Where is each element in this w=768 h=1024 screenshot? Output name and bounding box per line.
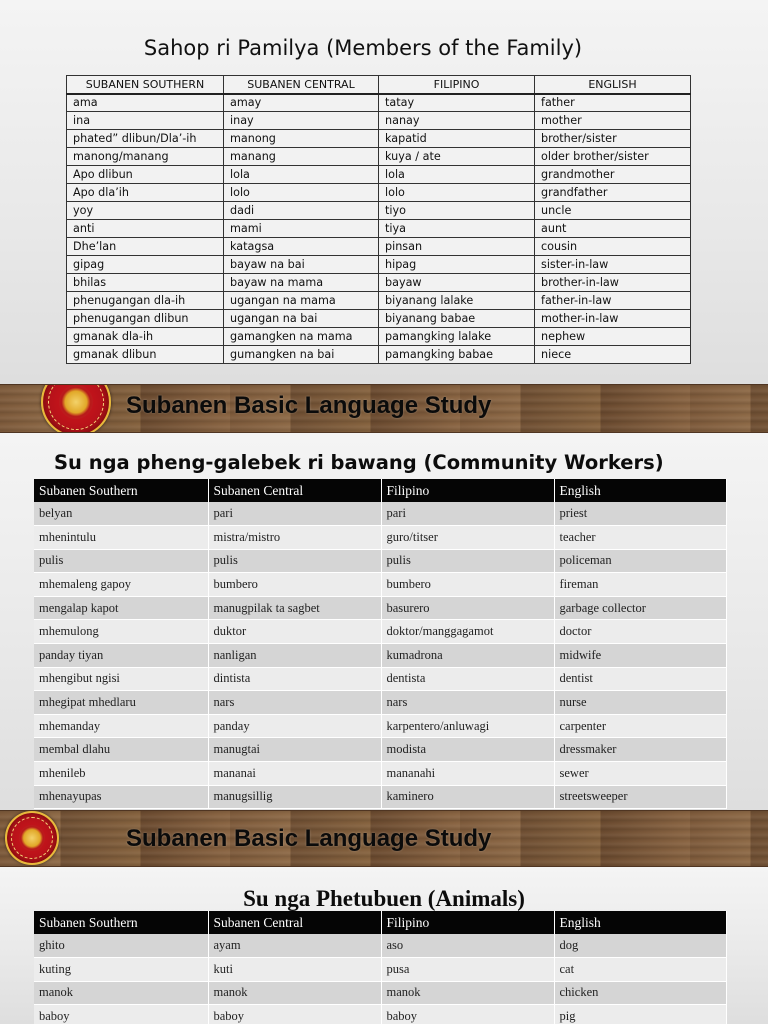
table-row xyxy=(34,644,727,668)
table-cell: mhemulong xyxy=(34,620,208,644)
table-cell: mhenintulu xyxy=(34,526,208,550)
table-cell: ayam xyxy=(208,934,381,958)
table-cell: bayaw xyxy=(379,274,535,292)
table-cell: doctor xyxy=(554,620,727,644)
table-cell: ugangan na bai xyxy=(224,310,379,328)
table-row xyxy=(34,526,727,550)
table-cell: lola xyxy=(379,166,535,184)
table-row xyxy=(67,184,691,202)
table-cell: bayaw na mama xyxy=(224,274,379,292)
table-cell: manugsillig xyxy=(208,785,381,809)
table-cell: Apo dla’ih xyxy=(67,184,224,202)
table-cell: dentista xyxy=(381,667,554,691)
table-row xyxy=(34,785,727,809)
table-row xyxy=(34,738,727,762)
table-cell: father-in-law xyxy=(535,292,691,310)
table-cell: kapatid xyxy=(379,130,535,148)
column-header: Subanen Central xyxy=(208,911,381,934)
table-cell: baboy xyxy=(34,1005,208,1024)
table-cell: baboy xyxy=(381,1005,554,1024)
table-cell: lola xyxy=(224,166,379,184)
table-cell: mananahi xyxy=(381,762,554,786)
table-cell: hipag xyxy=(379,256,535,274)
table-cell: belyan xyxy=(34,502,208,526)
table-cell: pulis xyxy=(34,549,208,573)
table-cell: sister-in-law xyxy=(535,256,691,274)
table-cell: kuting xyxy=(34,958,208,982)
table-cell: pusa xyxy=(381,958,554,982)
table-row xyxy=(34,502,727,526)
animals-table xyxy=(34,911,727,1024)
table-cell: manugpilak ta sagbet xyxy=(208,596,381,620)
table-cell: manugtai xyxy=(208,738,381,762)
table-cell: ina xyxy=(67,112,224,130)
table-cell: mengalap kapot xyxy=(34,596,208,620)
table-row xyxy=(67,346,691,364)
table-cell: baboy xyxy=(208,1005,381,1024)
table-row xyxy=(67,238,691,256)
column-header: Subanen Southern xyxy=(34,479,208,502)
table-cell: pari xyxy=(381,502,554,526)
table-cell: tiya xyxy=(379,220,535,238)
table-cell: mananai xyxy=(208,762,381,786)
table-header-row xyxy=(34,911,727,934)
table-cell: mhenayupas xyxy=(34,785,208,809)
family-members-table xyxy=(66,75,691,364)
table-cell: tiyo xyxy=(379,202,535,220)
table-cell: biyanang lalake xyxy=(379,292,535,310)
subanen-ako-logo-icon xyxy=(41,384,111,433)
table-cell: manok xyxy=(208,981,381,1005)
table-row xyxy=(67,220,691,238)
table-row xyxy=(67,202,691,220)
table-row xyxy=(67,328,691,346)
table-cell: dadi xyxy=(224,202,379,220)
table-cell: ghito xyxy=(34,934,208,958)
table-cell: brother-in-law xyxy=(535,274,691,292)
table-cell: dressmaker xyxy=(554,738,727,762)
table-cell: nephew xyxy=(535,328,691,346)
table-row xyxy=(34,958,727,982)
table-cell: yoy xyxy=(67,202,224,220)
table-cell: duktor xyxy=(208,620,381,644)
slide-animals xyxy=(0,867,768,1024)
table-cell: inay xyxy=(224,112,379,130)
table-cell: guro/titser xyxy=(381,526,554,550)
table-row xyxy=(67,166,691,184)
table-cell: doktor/manggagamot xyxy=(381,620,554,644)
table-cell: niece xyxy=(535,346,691,364)
table-cell: nars xyxy=(381,691,554,715)
table-row xyxy=(34,1005,727,1024)
table-cell: ugangan na mama xyxy=(224,292,379,310)
table-cell: bumbero xyxy=(381,573,554,597)
table-row xyxy=(67,292,691,310)
table-cell: garbage collector xyxy=(554,596,727,620)
table-cell: kaminero xyxy=(381,785,554,809)
table-row xyxy=(67,274,691,292)
table-cell: nanligan xyxy=(208,644,381,668)
table-header-row xyxy=(67,76,691,94)
table-row xyxy=(34,762,727,786)
column-header: FILIPINO xyxy=(379,76,535,94)
table-cell: gumangken na bai xyxy=(224,346,379,364)
table-cell: streetsweeper xyxy=(554,785,727,809)
table-header-row xyxy=(34,479,727,502)
table-cell: gmanak dlibun xyxy=(67,346,224,364)
table-cell: manang xyxy=(224,148,379,166)
table-cell: panday xyxy=(208,714,381,738)
table-row xyxy=(34,667,727,691)
table-cell: phenugangan dlibun xyxy=(67,310,224,328)
table-cell: nurse xyxy=(554,691,727,715)
table-cell: dentist xyxy=(554,667,727,691)
column-header: Filipino xyxy=(381,911,554,934)
table-cell: manong xyxy=(224,130,379,148)
table-row xyxy=(34,934,727,958)
table-cell: mami xyxy=(224,220,379,238)
table-cell: dog xyxy=(554,934,727,958)
slide-banner xyxy=(0,384,768,433)
table-cell: gipag xyxy=(67,256,224,274)
table-cell: panday tiyan xyxy=(34,644,208,668)
table-row xyxy=(34,620,727,644)
table-cell: aso xyxy=(381,934,554,958)
column-header: ENGLISH xyxy=(535,76,691,94)
column-header: SUBANEN SOUTHERN xyxy=(67,76,224,94)
table-row xyxy=(34,714,727,738)
table-cell: mhengibut ngisi xyxy=(34,667,208,691)
table-row xyxy=(67,310,691,328)
table-cell: Dhe’lan xyxy=(67,238,224,256)
slide-family-members xyxy=(0,0,768,384)
table-cell: Apo dlibun xyxy=(67,166,224,184)
table-cell: nanay xyxy=(379,112,535,130)
table-cell: gamangken na mama xyxy=(224,328,379,346)
column-header: Subanen Southern xyxy=(34,911,208,934)
column-header: Filipino xyxy=(381,479,554,502)
table-cell: lolo xyxy=(224,184,379,202)
table-cell: aunt xyxy=(535,220,691,238)
table-row xyxy=(34,981,727,1005)
table-cell: sewer xyxy=(554,762,727,786)
table-cell: priest xyxy=(554,502,727,526)
table-cell: biyanang babae xyxy=(379,310,535,328)
table-cell: bumbero xyxy=(208,573,381,597)
table-cell: grandfather xyxy=(535,184,691,202)
table-cell: mhemanday xyxy=(34,714,208,738)
table-cell: uncle xyxy=(535,202,691,220)
table-cell: teacher xyxy=(554,526,727,550)
table-cell: basurero xyxy=(381,596,554,620)
slide-banner xyxy=(0,810,768,867)
column-header: SUBANEN CENTRAL xyxy=(224,76,379,94)
table-cell: bhilas xyxy=(67,274,224,292)
table-cell: mhenileb xyxy=(34,762,208,786)
column-header: English xyxy=(554,911,727,934)
table-cell: kumadrona xyxy=(381,644,554,668)
table-cell: mhegipat mhedlaru xyxy=(34,691,208,715)
table-row xyxy=(34,549,727,573)
slide-title: Su nga pheng-galebek ri bawang (Community Workers) xyxy=(54,451,664,474)
table-cell: manok xyxy=(34,981,208,1005)
table-cell: policeman xyxy=(554,549,727,573)
table-cell: mother-in-law xyxy=(535,310,691,328)
table-cell: ama xyxy=(67,94,224,112)
table-cell: kuya / ate xyxy=(379,148,535,166)
table-cell: mother xyxy=(535,112,691,130)
table-cell: grandmother xyxy=(535,166,691,184)
table-cell: midwife xyxy=(554,644,727,668)
table-cell: karpentero/anluwagi xyxy=(381,714,554,738)
table-cell: chicken xyxy=(554,981,727,1005)
table-row xyxy=(67,130,691,148)
table-cell: manong/manang xyxy=(67,148,224,166)
table-cell: cousin xyxy=(535,238,691,256)
table-cell: fireman xyxy=(554,573,727,597)
table-cell: older brother/sister xyxy=(535,148,691,166)
table-cell: pari xyxy=(208,502,381,526)
table-cell: pulis xyxy=(381,549,554,573)
table-cell: pamangking babae xyxy=(379,346,535,364)
table-cell: brother/sister xyxy=(535,130,691,148)
table-row xyxy=(67,94,691,112)
table-cell: phenugangan dla-ih xyxy=(67,292,224,310)
table-cell: anti xyxy=(67,220,224,238)
slide-title: Sahop ri Pamilya (Members of the Family) xyxy=(143,36,583,60)
table-cell: gmanak dla-ih xyxy=(67,328,224,346)
table-cell: amay xyxy=(224,94,379,112)
table-cell: manok xyxy=(381,981,554,1005)
table-cell: lolo xyxy=(379,184,535,202)
slide-community-workers xyxy=(0,433,768,810)
table-cell: pulis xyxy=(208,549,381,573)
table-cell: pamangking lalake xyxy=(379,328,535,346)
table-cell: membal dlahu xyxy=(34,738,208,762)
column-header: English xyxy=(554,479,727,502)
table-cell: father xyxy=(535,94,691,112)
table-cell: mhemaleng gapoy xyxy=(34,573,208,597)
slide-title: Su nga Phetubuen (Animals) xyxy=(243,886,525,911)
table-cell: mistra/mistro xyxy=(208,526,381,550)
table-row xyxy=(34,691,727,715)
table-row xyxy=(34,596,727,620)
subanen-ako-logo-icon xyxy=(5,811,59,865)
banner-title: Subanen Basic Language Study xyxy=(126,392,492,419)
community-workers-table xyxy=(34,479,727,809)
table-cell: kuti xyxy=(208,958,381,982)
table-cell: phated” dlibun/Dla’-ih xyxy=(67,130,224,148)
table-cell: nars xyxy=(208,691,381,715)
table-row xyxy=(67,256,691,274)
table-row xyxy=(67,148,691,166)
table-cell: pig xyxy=(554,1005,727,1024)
table-cell: carpenter xyxy=(554,714,727,738)
banner-title: Subanen Basic Language Study xyxy=(126,825,492,852)
table-row xyxy=(67,112,691,130)
table-cell: katagsa xyxy=(224,238,379,256)
table-cell: dintista xyxy=(208,667,381,691)
table-cell: bayaw na bai xyxy=(224,256,379,274)
column-header: Subanen Central xyxy=(208,479,381,502)
table-row xyxy=(34,573,727,597)
table-cell: pinsan xyxy=(379,238,535,256)
table-cell: tatay xyxy=(379,94,535,112)
table-cell: modista xyxy=(381,738,554,762)
table-cell: cat xyxy=(554,958,727,982)
